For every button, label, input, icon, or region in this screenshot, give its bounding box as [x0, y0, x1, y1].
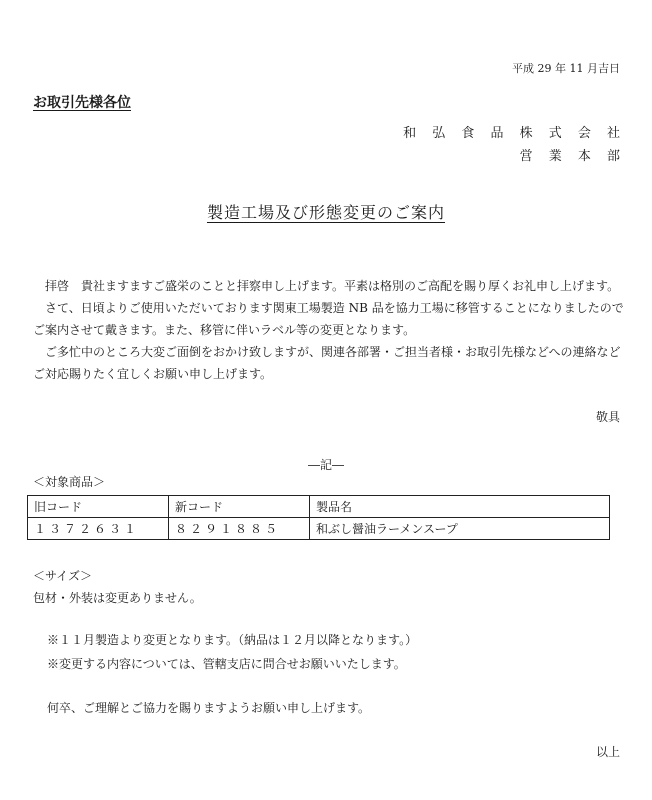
header-product-name: 製品名 — [310, 496, 610, 518]
closing-keigu: 敬具 — [595, 410, 620, 424]
ki-heading: ―記― — [307, 458, 344, 472]
end-ijou: 以上 — [595, 745, 620, 759]
cell-old-code: １３７２６３１ — [28, 518, 169, 540]
addressee: お取引先様各位 — [33, 95, 131, 111]
table-row — [28, 518, 610, 540]
document-title — [0, 200, 652, 223]
sender-block — [403, 122, 626, 168]
cell-product-name: 和ぶし醤油ラーメンスープ — [310, 518, 610, 540]
table-header-row — [28, 496, 610, 518]
document-title-text: 製造工場及び形態変更のご案内 — [206, 203, 445, 222]
letter-body — [33, 275, 625, 385]
request-line: 何卒、ご理解とご協力を賜りますようお願い申し上げます。 — [47, 701, 371, 715]
cell-new-code: ８２９１８８５ — [169, 518, 310, 540]
size-label: ＜サイズ＞ — [33, 569, 93, 583]
greeting-paragraph: 拝啓 貴社ますますご盛栄のことと拝察申し上げます。平素は格別のご高配を賜り厚くお礼申し上げます。 — [45, 279, 620, 293]
target-products-label: ＜対象商品＞ — [33, 475, 106, 489]
size-text: 包材・外装は変更ありません。 — [33, 591, 202, 605]
sender-department: 営 業 本 部 — [519, 149, 626, 164]
header-new-code: 新コード — [169, 496, 310, 518]
note-manufacture-change: ※１１月製造より変更となります。（納品は１２月以降となります。） — [47, 633, 418, 647]
letter-date: 平成 29 年 11 月吉日 — [512, 62, 620, 75]
request-paragraph: ご多忙中のところ大変ご面倒をおかけ致しますが、関連各部署・ご担当者様・お取引先様などへの連絡などご対応賜りたく宜しくお願い申し上げます。 — [33, 345, 621, 381]
announcement-paragraph: さて、日頃よりご使用いただいております関東工場製造 NB 品を協力工場に移管することになりましたのでご案内させて戴きます。また、移管に伴いラベル等の変更となります。 — [33, 301, 624, 337]
header-old-code: 旧コード — [28, 496, 169, 518]
note-inquiry: ※変更する内容については、管轄支店に問合せお願いいたします。 — [47, 657, 406, 671]
products-table — [27, 495, 610, 540]
sender-company: 和 弘 食 品 株 式 会 社 — [403, 126, 626, 141]
